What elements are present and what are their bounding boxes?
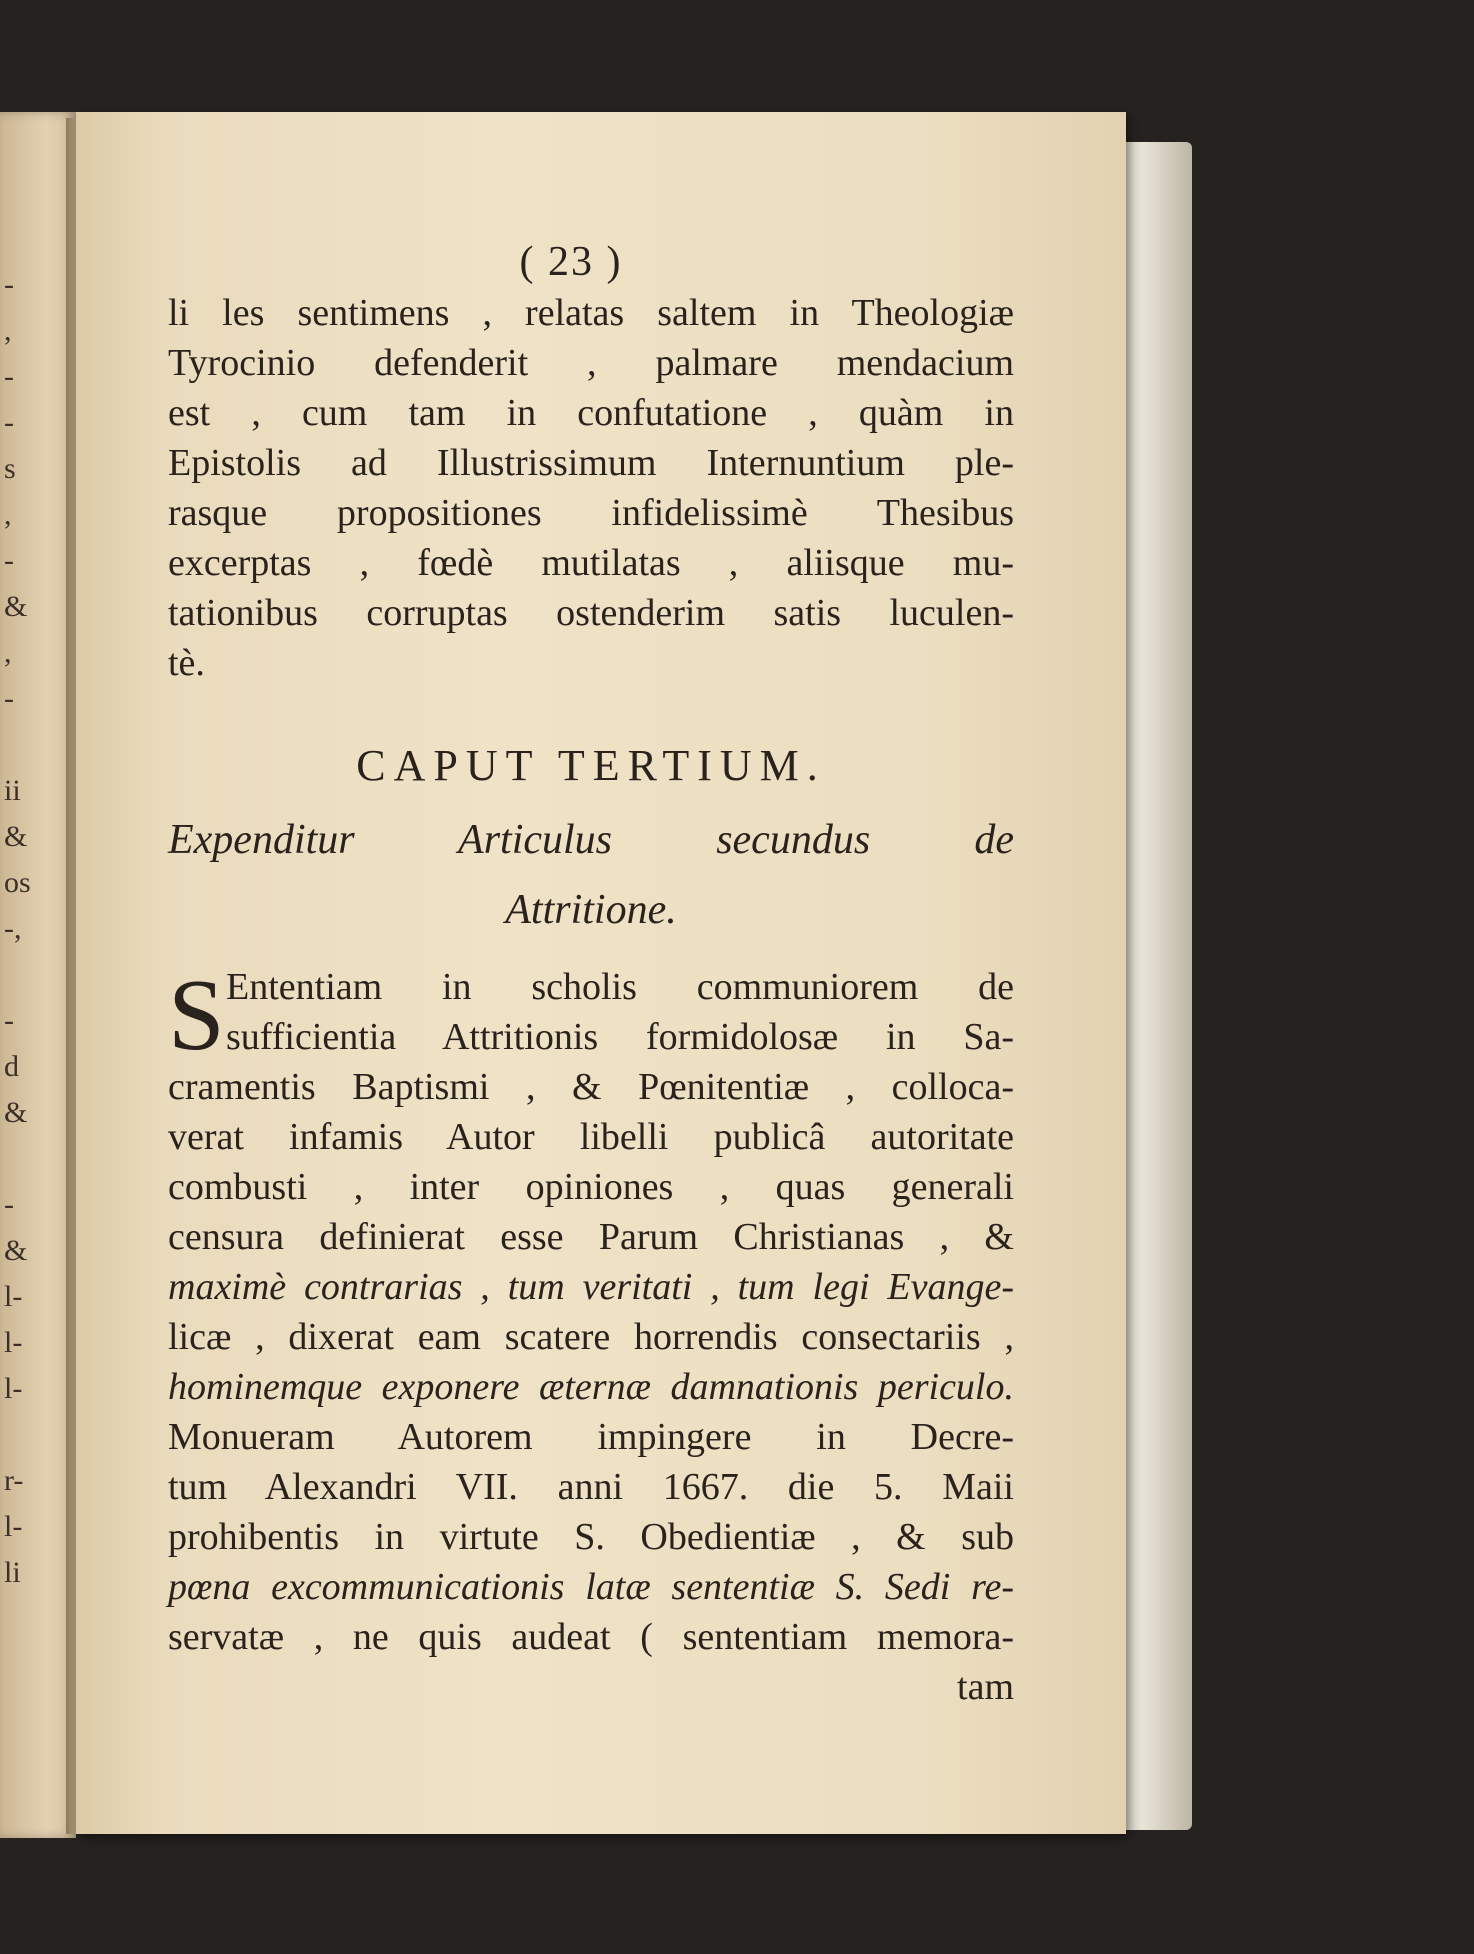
text-line: excerptas , fœdè mutilatas , aliisque mu-: [168, 542, 1014, 584]
text-line: Monueram Autorem impingere in Decre-: [168, 1416, 1014, 1458]
left-fragment: os: [4, 866, 31, 899]
left-fragment: l-: [4, 1326, 23, 1359]
left-fragment: ,: [4, 314, 12, 347]
text-line: tè.: [168, 642, 205, 684]
chapter-subtitle-continued: Attritione.: [505, 887, 677, 933]
text-line: Epistolis ad Illustrissimum Internuntium ple-: [168, 442, 1014, 484]
top-paragraph: [168, 288, 1014, 688]
text-line: rasque propositiones infidelissimè Thesibus: [168, 492, 1014, 534]
page-text-block: [168, 236, 1014, 1712]
text-line: est , cum tam in confutatione , quàm in: [168, 392, 1014, 434]
left-fragment: &: [4, 1234, 28, 1267]
left-fragment: [4, 1136, 36, 1182]
text-line-italic: pœna excommunicationis latæ sententiæ S. Sedi re-: [168, 1566, 1014, 1608]
left-page-edge: [0, 112, 76, 1838]
left-fragment: l-: [4, 1280, 23, 1313]
left-fragment: &: [4, 1096, 28, 1129]
chapter-title: CAPUT TERTIUM.: [356, 741, 826, 790]
left-fragment: -: [4, 406, 14, 439]
chapter-subtitle: Expenditur Articulus secundus de: [168, 817, 1014, 863]
left-fragment: -: [4, 544, 14, 577]
left-fragment: l-: [4, 1372, 23, 1405]
left-fragment: -: [4, 682, 14, 715]
catchword: tam: [957, 1666, 1014, 1708]
left-fragment: li: [4, 1556, 21, 1589]
text-line: combusti , inter opiniones , quas generali: [168, 1166, 1014, 1208]
text-line: censura definierat esse Parum Christianas , &: [168, 1216, 1014, 1258]
text-line: servatæ , ne quis audeat ( sententiam memora-: [168, 1616, 1014, 1658]
text-line: prohibentis in virtute S. Obedientiæ , & sub: [168, 1516, 1014, 1558]
left-fragment: [4, 1412, 36, 1458]
left-fragment: &: [4, 590, 28, 623]
text-line: tationibus corruptas ostenderim satis luculen-: [168, 592, 1014, 634]
left-fragment: -: [4, 1004, 14, 1037]
left-fragment: s: [4, 452, 16, 485]
text-line-italic: maximè contrarias , tum veritati , tum legi Evange-: [168, 1266, 1014, 1308]
text-line-italic: hominemque exponere æternæ damnationis periculo.: [168, 1366, 1014, 1408]
left-fragment: [4, 722, 36, 768]
text-line: Ententiam in scholis communiorem de: [226, 966, 1014, 1008]
left-fragment: ,: [4, 636, 12, 669]
text-line: li les sentimens , relatas saltem in Theologiæ: [168, 292, 1014, 334]
left-fragment: ii: [4, 774, 21, 807]
text-line: sufficientia Attritionis formidolosæ in Sa-: [226, 1016, 1014, 1058]
left-fragment: [4, 952, 36, 998]
left-fragment: l-: [4, 1510, 23, 1543]
text-line: cramentis Baptismi , & Pœnitentiæ , colloca-: [168, 1066, 1014, 1108]
book-page: [76, 112, 1126, 1834]
drop-cap: S: [168, 959, 225, 1072]
left-fragment: r-: [4, 1464, 24, 1497]
left-fragment: d: [4, 1050, 19, 1083]
text-line: tum Alexandri VII. anni 1667. die 5. Maii: [168, 1466, 1014, 1508]
left-fragment: -,: [4, 912, 22, 945]
left-fragment: -: [4, 1188, 14, 1221]
left-fragment: -: [4, 268, 14, 301]
text-line: Tyrocinio defenderit , palmare mendacium: [168, 342, 1014, 384]
left-fragment: -: [4, 360, 14, 393]
text-line: verat infamis Autor libelli publicâ autoritate: [168, 1116, 1014, 1158]
body-paragraph: [168, 959, 1014, 1712]
left-fragment: &: [4, 820, 28, 853]
text-line: licæ , dixerat eam scatere horrendis consectariis ,: [168, 1316, 1014, 1358]
page-number: ( 23 ): [519, 239, 623, 285]
left-page-text-fragments: [4, 262, 36, 1596]
left-fragment: ,: [4, 498, 12, 531]
